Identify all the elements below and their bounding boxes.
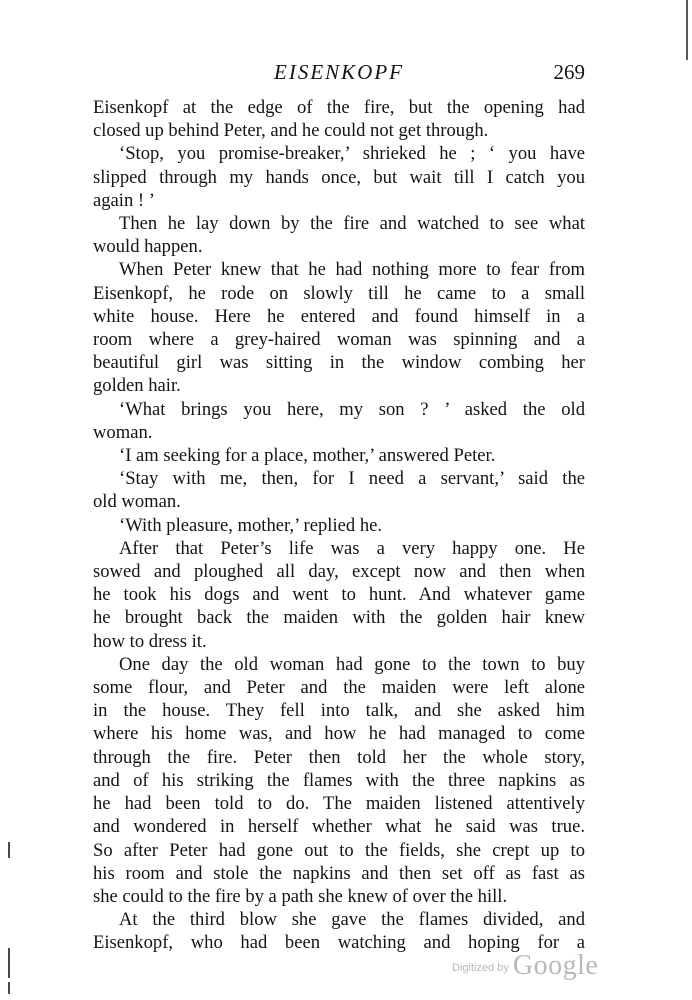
page-header — [93, 58, 585, 86]
text-line: One day the old woman had gone to the town to buy — [119, 653, 585, 675]
text-line: ‘With pleasure, mother,’ replied he. — [119, 514, 383, 536]
text-line: old woman. — [93, 491, 181, 513]
text-line: Eisenkopf at the edge of the fire, but the opening had — [93, 97, 585, 118]
text-line: through the fire. Peter then told her the whole story, — [93, 746, 585, 768]
text-line: and of his striking the flames with the three napkins as — [93, 769, 585, 791]
text-line: how to dress it. — [93, 630, 207, 652]
text-line: beautiful girl was sitting in the window combing her — [93, 352, 585, 374]
margin-mark — [8, 982, 10, 994]
text-line: golden hair. — [93, 375, 181, 397]
text-line: ‘What brings you here, my son ? ’ asked the old — [119, 398, 585, 420]
text-line: When Peter knew that he had nothing more to fear from — [119, 259, 585, 281]
text-line: At the third blow she gave the flames divided, and — [119, 909, 585, 931]
text-line: in the house. They fell into talk, and she asked him — [93, 700, 585, 722]
text-line: he took his dogs and went to hunt. And whatever game — [93, 584, 585, 606]
text-line: slipped through my hands once, but wait till I catch you — [93, 166, 585, 188]
text-line: After that Peter’s life was a very happy one. He — [119, 537, 585, 559]
text-line: ‘Stay with me, then, for I need a servant,’ said the — [119, 468, 585, 490]
margin-mark — [8, 842, 10, 858]
text-line: ‘I am seeking for a place, mother,’ answered Peter. — [119, 445, 496, 467]
watermark-brand: Google — [512, 950, 599, 981]
text-line: sowed and ploughed all day, except now and then when — [93, 561, 585, 583]
text-line: and wondered in herself whether what he said was true. — [93, 816, 585, 838]
watermark — [452, 950, 598, 980]
text-line: again ! ’ — [93, 189, 155, 211]
text-line: some flour, and Peter and the maiden were left alone — [93, 677, 585, 699]
page-edge-line — [686, 0, 688, 60]
text-line: closed up behind Peter, and he could not get through. — [93, 120, 489, 142]
text-line: she could to the fire by a path she knew of over the hill. — [93, 885, 508, 907]
watermark-prefix: Digitized by — [452, 962, 509, 974]
text-line: white house. Here he entered and found himself in a — [93, 305, 585, 327]
text-line: Eisenkopf, he rode on slowly till he came to a small — [93, 282, 585, 304]
text-line: he brought back the maiden with the golden hair knew — [93, 607, 585, 629]
text-line: Eisenkopf, who had been watching and hoping for a — [93, 932, 585, 954]
text-line: woman. — [93, 421, 153, 443]
text-line: room where a grey-haired woman was spinning and a — [93, 329, 585, 351]
text-line: So after Peter had gone out to the fields, she crept up to — [93, 839, 585, 861]
running-title: EISENKOPF — [274, 60, 404, 84]
text-line: would happen. — [93, 236, 203, 258]
body-text — [93, 96, 585, 955]
page-number: 269 — [553, 60, 585, 84]
text-line: ‘Stop, you promise-breaker,’ shrieked he ; ‘ you have — [119, 143, 585, 165]
text-line: his room and stole the napkins and then set off as fast as — [93, 862, 585, 884]
margin-mark — [8, 948, 10, 978]
text-line: he had been told to do. The maiden listened attentively — [93, 793, 585, 815]
text-line: Then he lay down by the fire and watched to see what — [119, 213, 585, 235]
text-line: where his home was, and how he had managed to come — [93, 723, 585, 745]
